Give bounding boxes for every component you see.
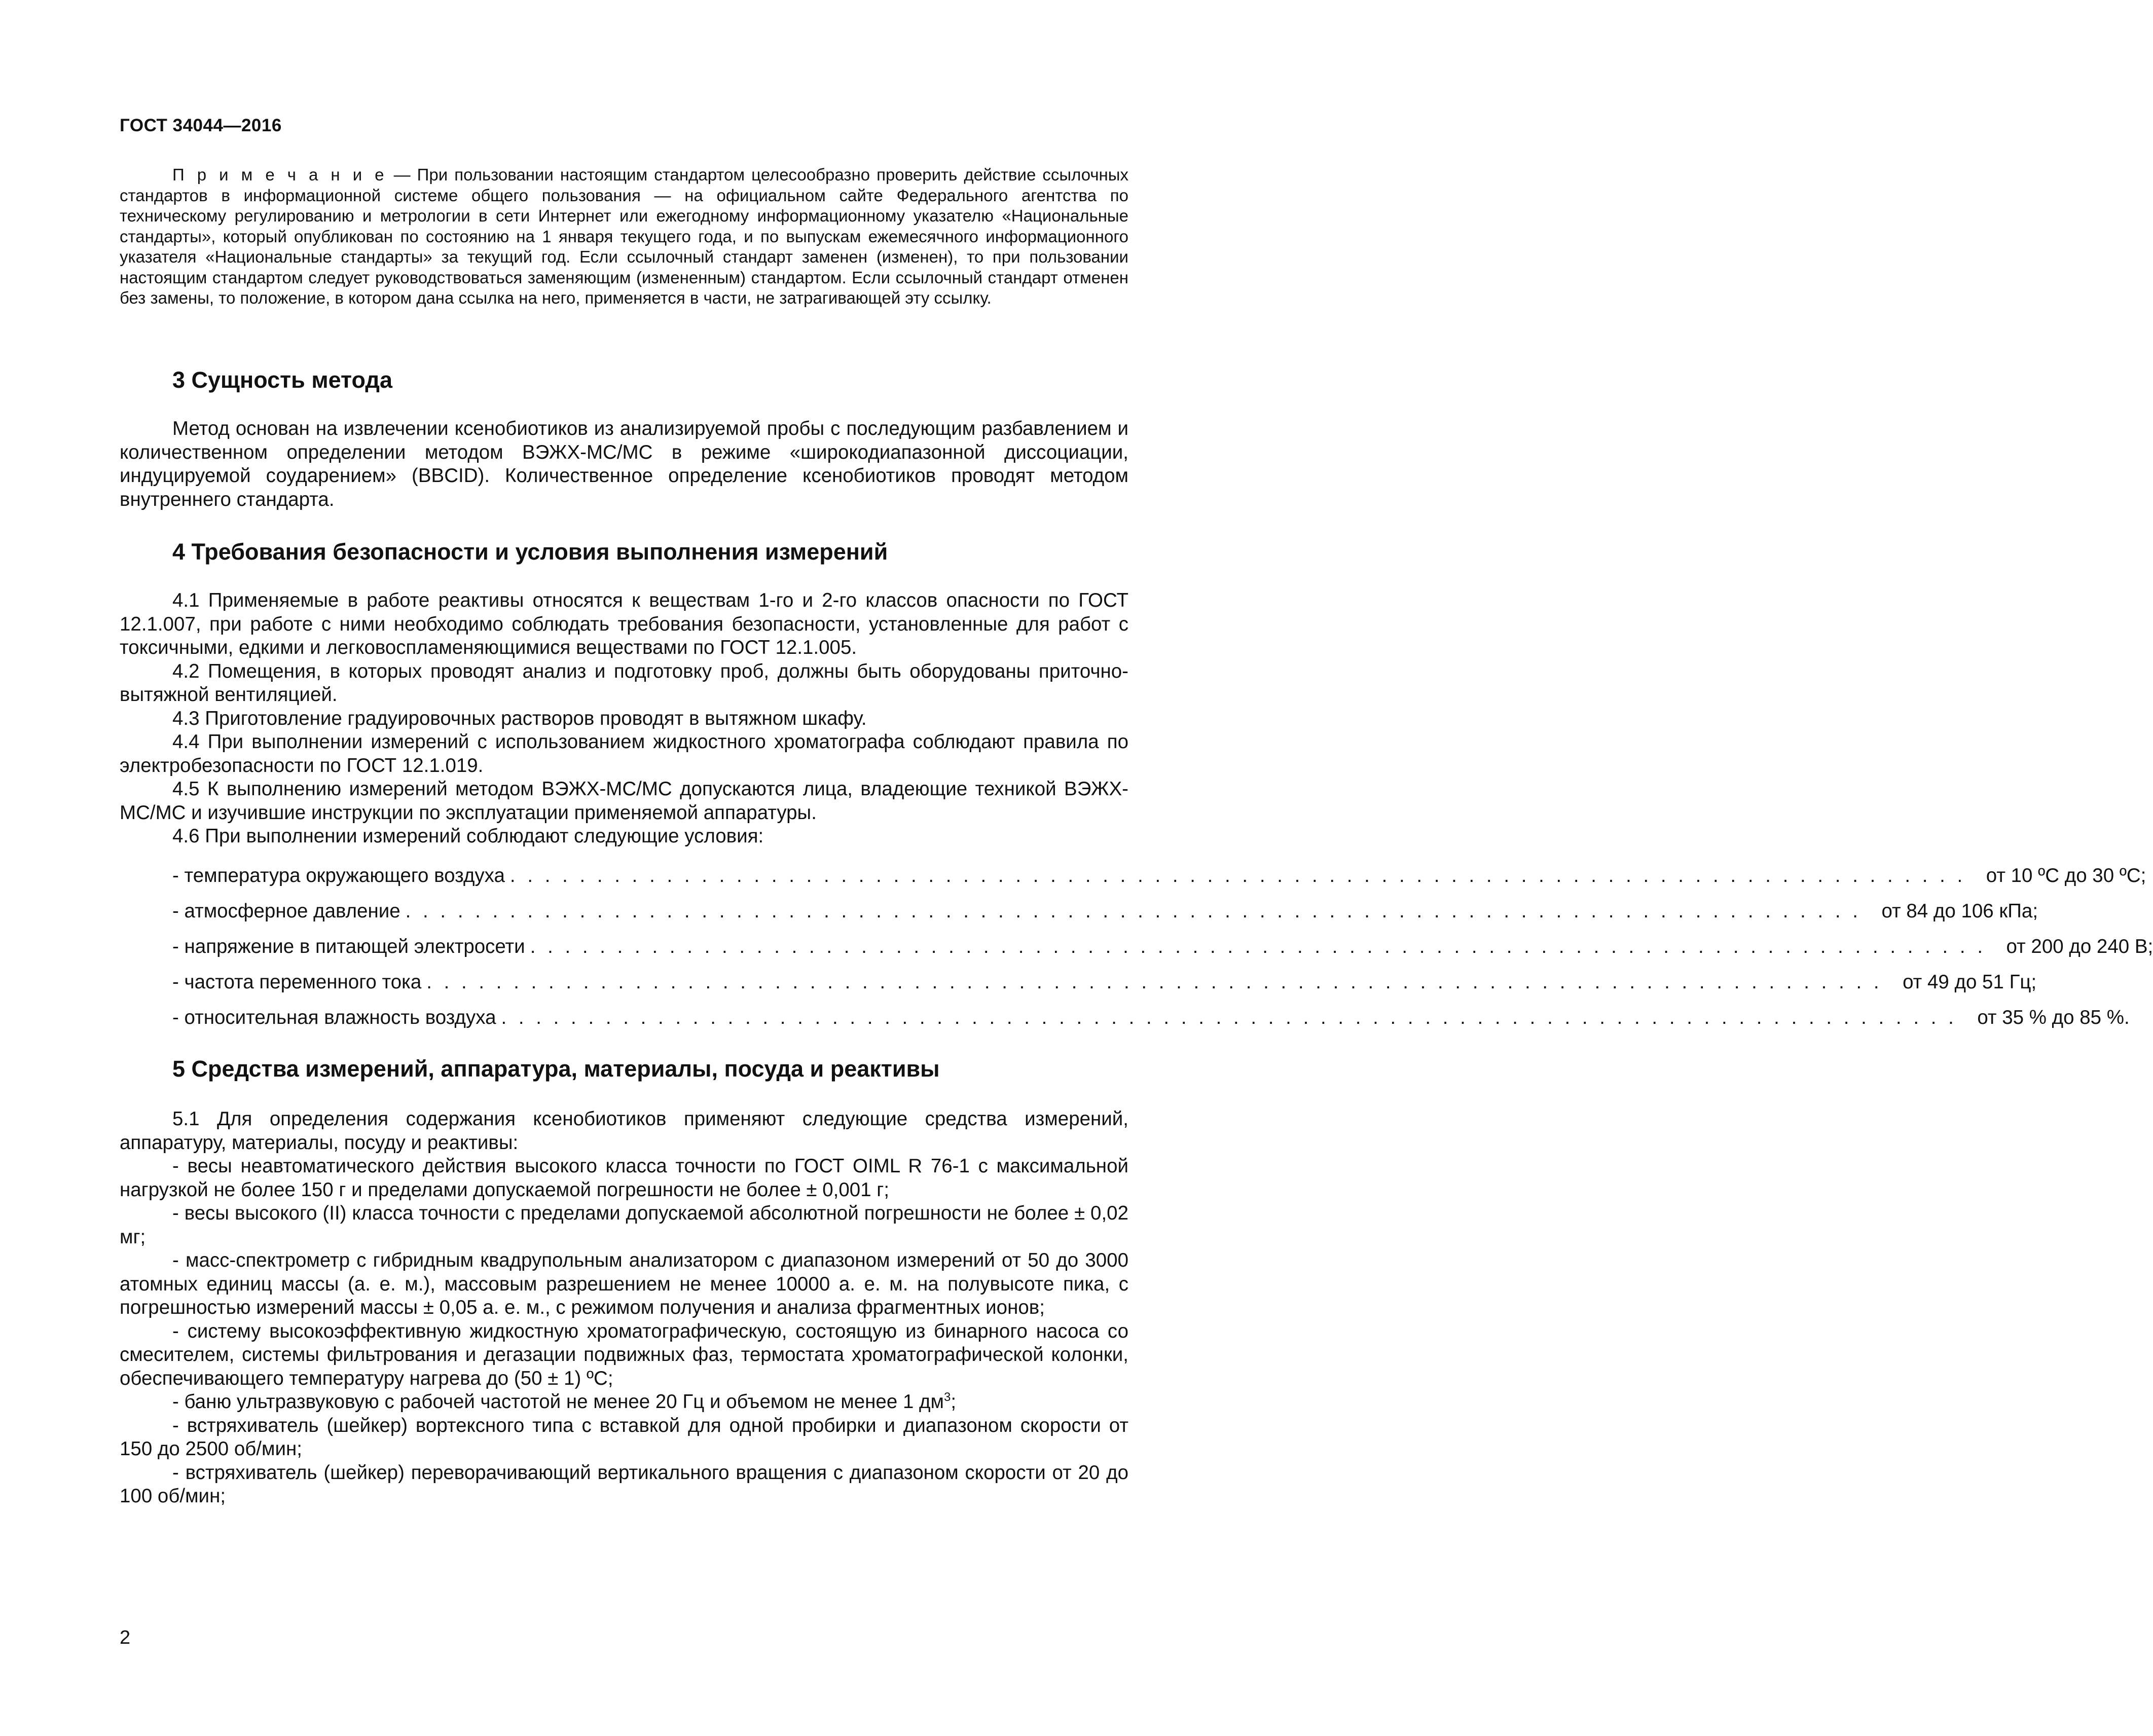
paragraph-4-1: 4.1 Применяемые в работе реактивы относятся к веществам 1-го и 2-го классов опасности по ГОСТ 12.1.007, при работе с ними необходимо соблюдать требования безопасности, установленные для работ с токсичными, едкими и легковоспламеняющимися веществами по ГОСТ 12.1.005. <box>120 589 1128 658</box>
section-4-body <box>120 589 1128 848</box>
conditions-list <box>172 864 2153 1042</box>
section-5-title: 5 Средства измерений, аппаратура, материалы, посуда и реактивы <box>172 1056 940 1082</box>
list-item-vortex-shaker: - встряхиватель (шейкер) вортексного типа с вставкой для одной пробирки и диапазоном скорости от 150 до 2500 об/мин; <box>120 1414 1128 1460</box>
note-text: — При пользовании настоящим стандартом целесообразно проверить действие ссылочных стандартов в информационной системе общего пользования — на официальном сайте Федерального агентства по техническому регулированию и метрологии в сети Интернет или ежегодному информационному указателю «Национальные стандарты», который опубликован по состоянию на 1 января текущего года, и по выпускам ежемесячного информационного указателя «Национальные стандарты» за текущий год. Если ссылочный стандарт заменен (изменен), то при пользовании настоящим стандартом следует руководствоваться заменяющим (измененным) стандартом. Если ссылочный стандарт отменен без замены, то положение, в котором дана ссылка на него, применяется в части, не затрагивающей эту ссылку. <box>120 165 1128 307</box>
condition-value: от 49 до 51 Гц; <box>1903 971 2037 993</box>
list-item-hplc-system: - систему высокоэффективную жидкостную хроматографическую, состоящую из бинарного насоса со смесителем, системы фильтрования и дегазации подвижных фаз, термостата хроматографической колонки, обеспечивающего температуру нагрева до (50 ± 1) ºC; <box>120 1320 1128 1389</box>
condition-value: от 10 ºC до 30 ºC; <box>1986 865 2146 887</box>
page-number: 2 <box>120 1627 131 1648</box>
list-item-mass-spectrometer: - масс-спектрометр с гибридным квадрупольным анализатором с диапазоном измерений от 50 до 3000 атомных единиц массы (а. е. м.), массовым разрешением не менее 10000 а. е. м. на полувысоте пика, с погрешностью измерений массы ± 0,05 а. е. м., с режимом получения и анализа фрагментных ионов; <box>120 1249 1128 1318</box>
paragraph-4-2: 4.2 Помещения, в которых проводят анализ и подготовку проб, должны быть оборудованы приточно-вытяжной вентиляцией. <box>120 660 1128 706</box>
list-item-scales-high: - весы высокого (II) класса точности с пределами допускаемой абсолютной погрешности не более ± 0,02 мг; <box>120 1202 1128 1248</box>
paragraph-4-3: 4.3 Приготовление градуировочных растворов проводят в вытяжном шкафу. <box>172 707 867 729</box>
dot-leader: . . . . . . . . . . . . . . . . . . . . . . . . . . . . . . . . . . . . . . . . . . . . . . . . . . . . . . . . . . . . . . . . . . . . . . . . . . . . . . . . . . . . <box>426 971 1883 993</box>
section-3-paragraph: Метод основан на извлечении ксенобиотиков из анализируемой пробы с последующим разбавлением и количественном определении методом ВЭЖХ-МС/МС в режиме «широкодиапазонной диссоциации, индуцируемой соударением» (BBCID). Количественное определение ксенобиотиков проводят методом внутреннего стандарта. <box>120 418 1128 510</box>
list-item-scales: - весы неавтоматического действия высокого класса точности по ГОСТ OIML R 76-1 с максимальной нагрузкой не более 150 г и пределами допускаемой погрешности не более ± 0,001 г; <box>120 1155 1128 1201</box>
list-item-ultrasonic-bath <box>120 1390 1128 1414</box>
paragraph-4-4: 4.4 При выполнении измерений с использованием жидкостного хроматографа соблюдают правила по электробезопасности по ГОСТ 12.1.019. <box>120 731 1128 777</box>
document-header: ГОСТ 34044—2016 <box>120 116 282 135</box>
section-3-body <box>120 417 1128 511</box>
condition-row <box>172 935 2153 971</box>
condition-label: - относительная влажность воздуха <box>172 1007 496 1028</box>
section-3-title: 3 Сущность метода <box>172 367 392 393</box>
condition-label: - атмосферное давление <box>172 900 400 922</box>
condition-value: от 84 до 106 кПа; <box>1881 900 2038 922</box>
paragraph-4-5: 4.5 К выполнению измерений методом ВЭЖХ-МС/МС допускаются лица, владеющие техникой ВЭЖХ-МС/МС и изучившие инструкции по эксплуатации применяемой аппаратуры. <box>120 778 1128 824</box>
note-label: П р и м е ч а н и е <box>172 165 387 184</box>
condition-label: - температура окружающего воздуха <box>172 865 505 887</box>
note-block <box>120 165 1128 309</box>
condition-row <box>172 1006 2130 1042</box>
section-5-body <box>120 1107 1128 1508</box>
condition-row <box>172 900 2038 935</box>
dot-leader: . . . . . . . . . . . . . . . . . . . . . . . . . . . . . . . . . . . . . . . . . . . . . . . . . . . . . . . . . . . . . . . . . . . . . . . . . . . . . . . . . . . . <box>530 936 1986 957</box>
section-4-title: 4 Требования безопасности и условия выполнения измерений <box>172 539 888 565</box>
condition-value: от 35 % до 85 %. <box>1977 1007 2130 1028</box>
dot-leader: . . . . . . . . . . . . . . . . . . . . . . . . . . . . . . . . . . . . . . . . . . . . . . . . . . . . . . . . . . . . . . . . . . . . . . . . . . . . . . . . . . . . <box>501 1007 1957 1028</box>
condition-row <box>172 971 2037 1006</box>
condition-value: от 200 до 240 В; <box>2006 936 2153 957</box>
condition-row <box>172 864 2146 900</box>
bath-superscript: 3 <box>944 1390 951 1404</box>
list-item-rotating-shaker: - встряхиватель (шейкер) переворачивающий вертикального вращения с диапазоном скорости от 20 до 100 об/мин; <box>120 1461 1128 1507</box>
bath-end: ; <box>951 1391 957 1413</box>
dot-leader: . . . . . . . . . . . . . . . . . . . . . . . . . . . . . . . . . . . . . . . . . . . . . . . . . . . . . . . . . . . . . . . . . . . . . . . . . . . . . . . . . . . . <box>405 900 1862 922</box>
note-paragraph <box>120 165 1128 309</box>
bath-text: - баню ультразвуковую с рабочей частотой не менее 20 Гц и объемом не менее 1 дм <box>172 1391 944 1413</box>
dot-leader: . . . . . . . . . . . . . . . . . . . . . . . . . . . . . . . . . . . . . . . . . . . . . . . . . . . . . . . . . . . . . . . . . . . . . . . . . . . . . . . . . . . . <box>509 865 1966 887</box>
paragraph-5-1: 5.1 Для определения содержания ксенобиотиков применяют следующие средства измерений, аппаратуру, материалы, посуду и реактивы: <box>120 1108 1128 1154</box>
condition-label: - частота переменного тока <box>172 971 422 993</box>
paragraph-4-6: 4.6 При выполнении измерений соблюдают следующие условия: <box>172 825 764 847</box>
condition-label: - напряжение в питающей электросети <box>172 936 525 957</box>
